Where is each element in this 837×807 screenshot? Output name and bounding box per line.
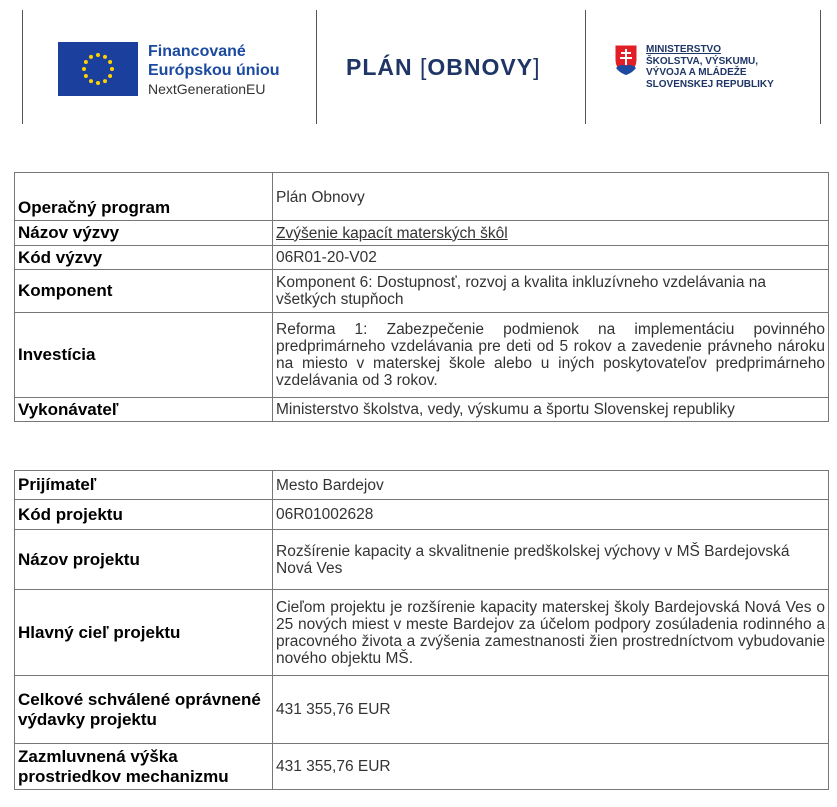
ministry-line-4: SLOVENSKEJ REPUBLIKY [646, 78, 774, 90]
table-row [15, 313, 829, 398]
row-label: Názov projektu [15, 530, 273, 590]
row-label: Vykonávateľ [15, 398, 273, 422]
row-label: Názov výzvy [15, 221, 273, 246]
eu-line-1: Financované [148, 43, 246, 60]
ministry-line-3: VÝVOJA A MLÁDEŽE [646, 67, 747, 78]
row-label: Celkové schválené oprávnené výdavky projektu [15, 676, 273, 744]
table-row [15, 500, 829, 530]
row-value: 431 355,76 EUR [273, 744, 829, 790]
plan-word: PLÁN [346, 54, 413, 80]
logo-header [0, 0, 837, 130]
divider [820, 10, 821, 124]
divider [22, 10, 23, 124]
row-value: Plán Obnovy [273, 173, 829, 221]
plan-obnovy-logo [346, 54, 540, 81]
bracket-close: ] [533, 54, 541, 80]
obnovy-word: OBNOVY [427, 54, 534, 80]
table-row [15, 530, 829, 590]
divider [585, 10, 586, 124]
table-row [15, 398, 829, 422]
table-row [15, 744, 829, 790]
ministry-logo [614, 44, 774, 90]
ministry-line-2: ŠKOLSTVA, VÝSKUMU, [646, 55, 759, 67]
table-row [15, 246, 829, 270]
project-info-table [14, 470, 829, 790]
row-label: Hlavný cieľ projektu [15, 590, 273, 676]
row-value: Komponent 6: Dostupnosť, rozvoj a kvalita inkluzívneho vzdelávania na všetkých stupňoch [273, 270, 829, 313]
table-row [15, 471, 829, 500]
call-info-table [14, 172, 829, 422]
row-value: 431 355,76 EUR [273, 676, 829, 744]
row-value: Reforma 1: Zabezpečenie podmienok na implementáciu povinného predprimárneho vzdelávania pre deti od 5 rokov a zavedenie právneho nároku na miesto v materskej škole alebo u iných poskytovateľov predprimárneho vzdelávania od 3 rokov. [273, 313, 829, 398]
divider [316, 10, 317, 124]
row-label: Operačný program [15, 173, 273, 221]
table-row [15, 590, 829, 676]
eu-line-3: NextGenerationEU [148, 81, 266, 97]
row-label: Kód projektu [15, 500, 273, 530]
ministry-line-1: MINISTERSTVO [646, 44, 722, 55]
slovak-coat-of-arms-icon [614, 44, 638, 76]
eu-line-2: Európskou úniou [148, 62, 280, 79]
row-value: Cieľom projektu je rozšírenie kapacity materskej školy Bardejovská Nová Ves o 25 nových miest v meste Bardejov za účelom podpory zosúladenia rodinného a pracovného života a zvýšenia zamestnanosti žien prostredníctvom vybudovanie nového objektu MŠ. [273, 590, 829, 676]
row-value: Ministerstvo školstva, vedy, výskumu a športu Slovenskej republiky [273, 398, 829, 422]
row-value: Mesto Bardejov [273, 471, 829, 500]
table-row [15, 221, 829, 246]
call-name-link[interactable]: Zvýšenie kapacít materských škôl [273, 221, 829, 246]
row-value: 06R01002628 [273, 500, 829, 530]
bracket-open: [ [420, 54, 428, 80]
table-row [15, 270, 829, 313]
row-label: Zazmluvnená výška prostriedkov mechanizmu [15, 744, 273, 790]
table-row [15, 173, 829, 221]
row-label: Investícia [15, 313, 273, 398]
row-label: Kód výzvy [15, 246, 273, 270]
table-row [15, 676, 829, 744]
eu-flag-icon [58, 42, 138, 96]
row-value: Rozšírenie kapacity a skvalitnenie predškolskej výchovy v MŠ Bardejovská Nová Ves [273, 530, 829, 590]
row-value: 06R01-20-V02 [273, 246, 829, 270]
eu-funding-logo [58, 42, 280, 99]
row-label: Prijímateľ [15, 471, 273, 500]
row-label: Komponent [15, 270, 273, 313]
